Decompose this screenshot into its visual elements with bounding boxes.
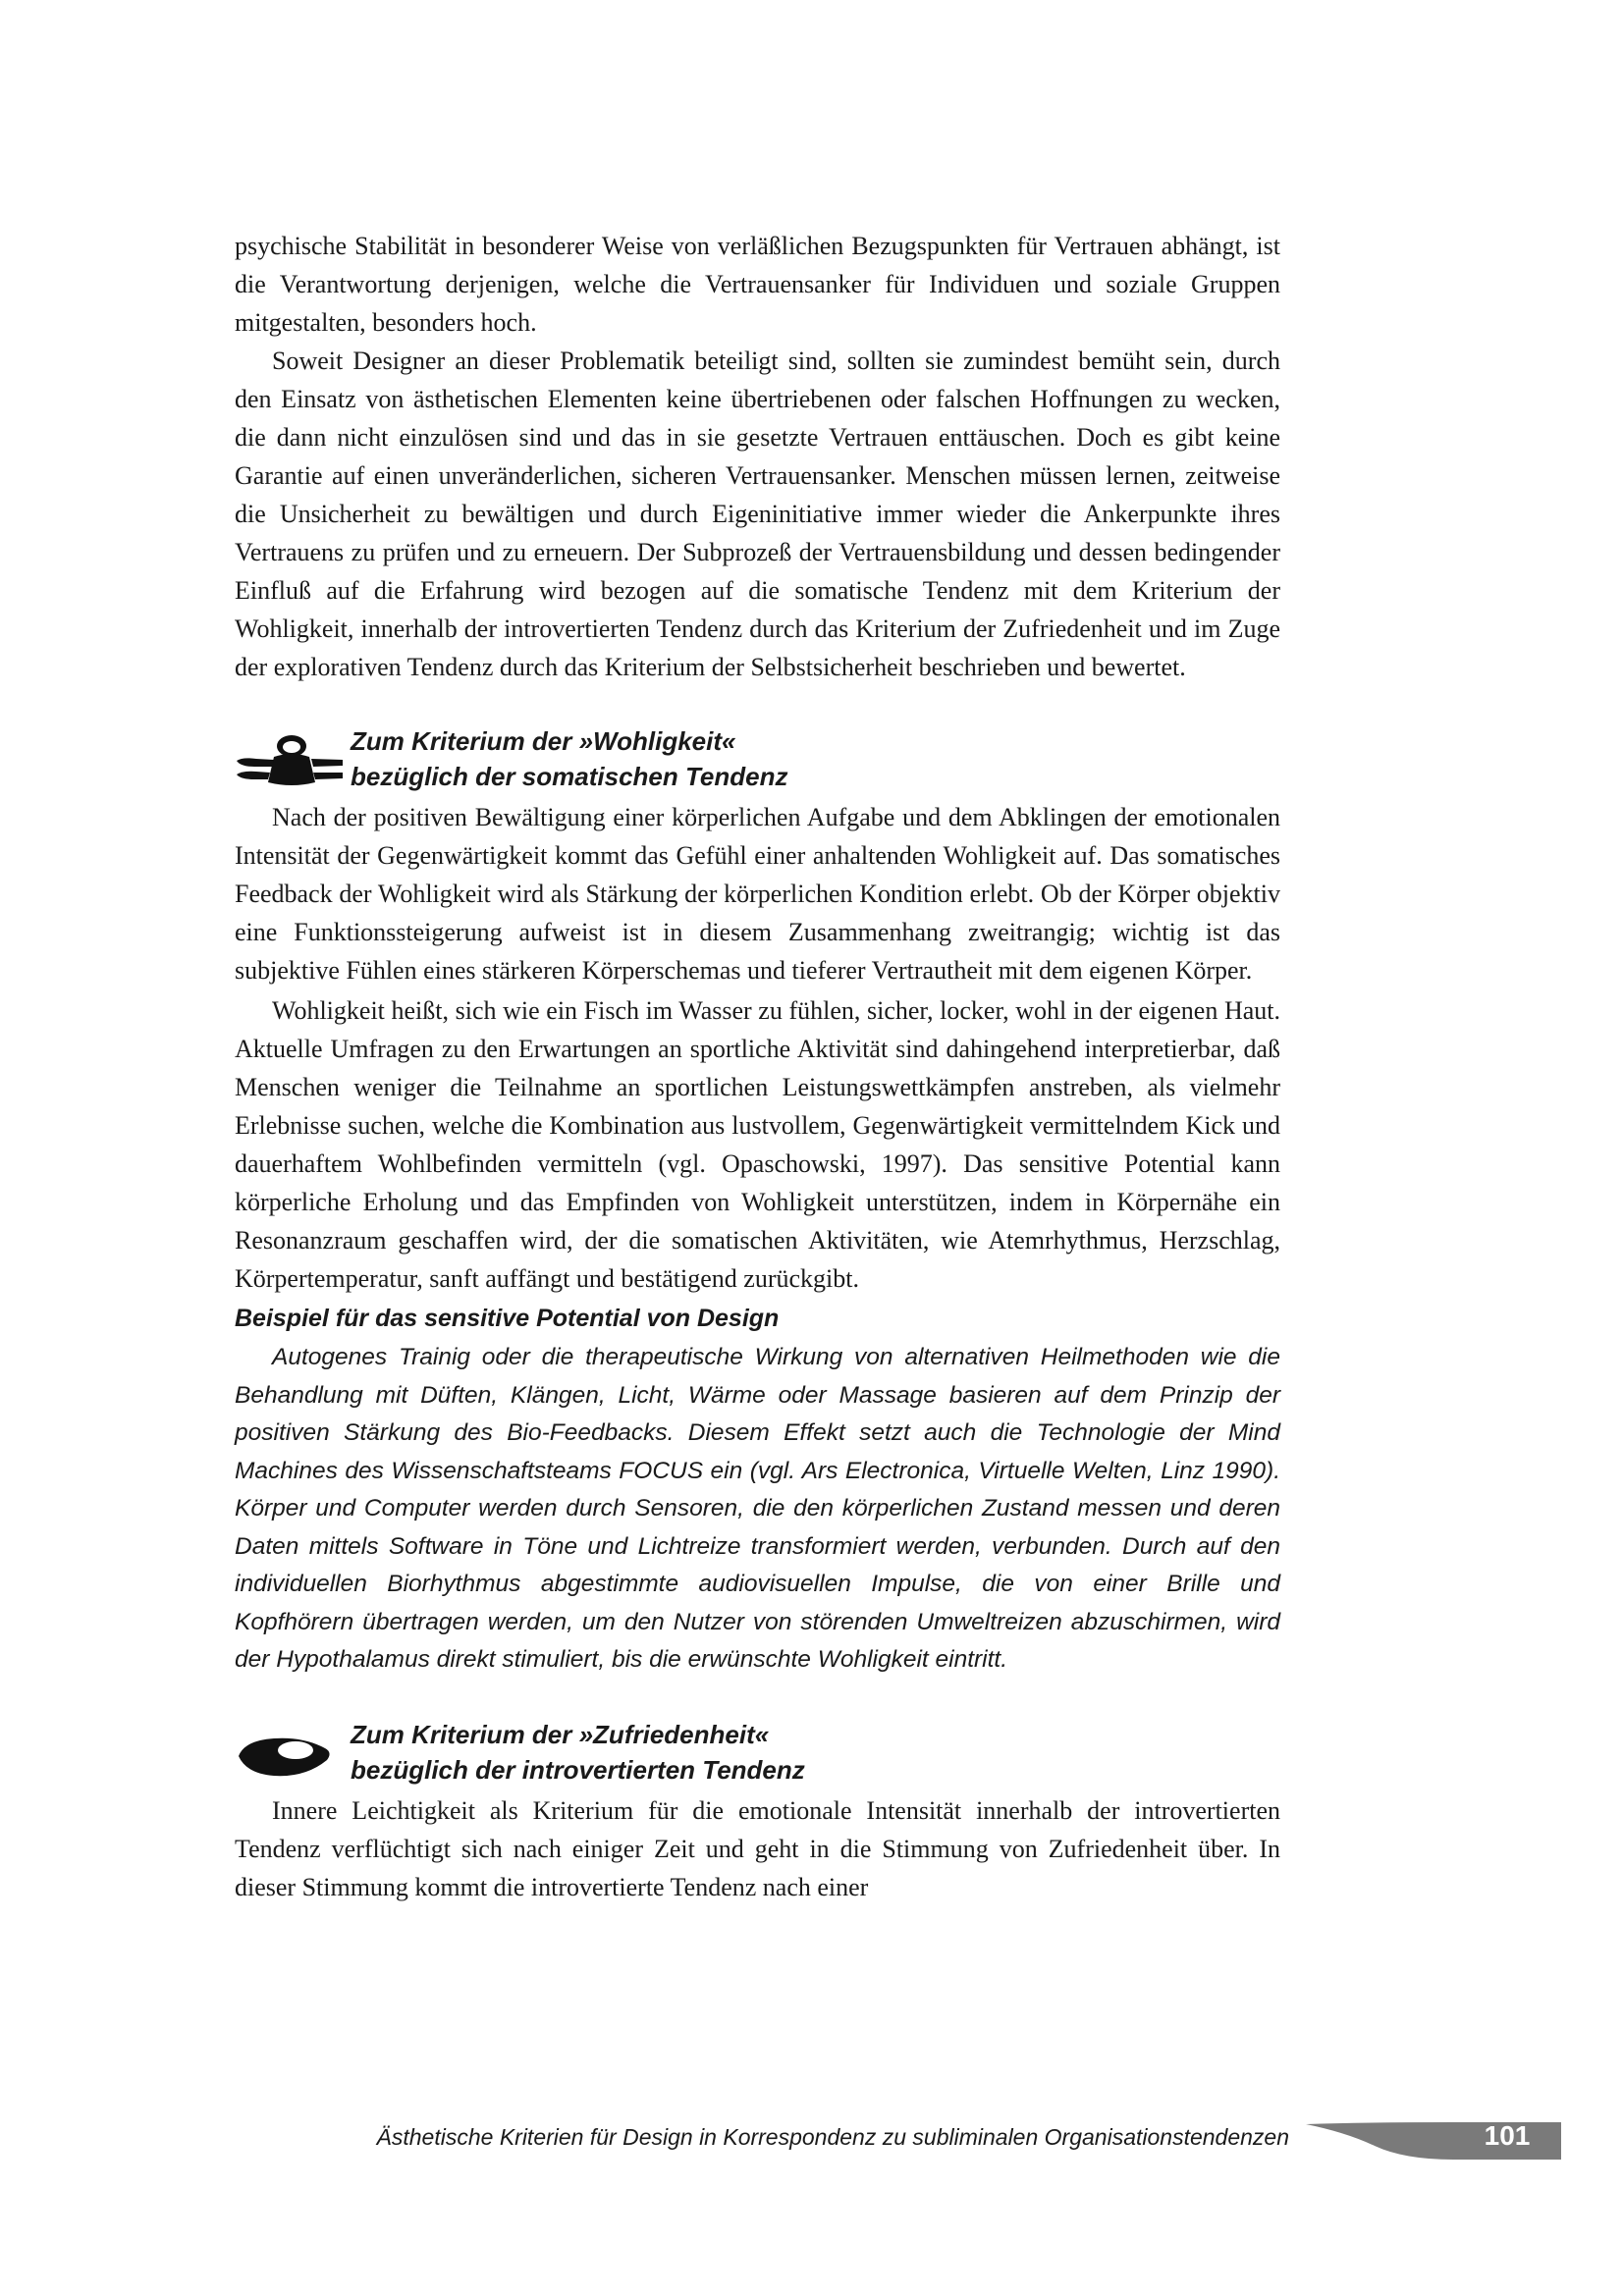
running-title: Ästhetische Kriterien für Design in Korrespondenz zu subliminalen Organisationstendenzen: [376, 2124, 1289, 2150]
section-heading-line2: bezüglich der somatischen Tendenz: [351, 762, 788, 791]
somatic-figure-icon: [235, 733, 345, 788]
page-content: [235, 227, 1280, 1906]
paragraph: Wohligkeit heißt, sich wie ein Fisch im Wasser zu fühlen, sicher, locker, wohl in der eigenen Haut. Aktuelle Umfragen zu den Erwartungen an sportliche Aktivität sind dahingehend interpretierbar, daß Menschen weniger die Teilnahme an sportlichen Leistungswettkämpfen anstreben, als vielmehr Erlebnisse suchen, welche die Kombination aus lustvollem, Gegenwärtigkeit vermittelndem Kick und dauerhaftem Wohlbefinden vermitteln (vgl. Opaschowski, 1997). Das sensitive Potential kann körperliche Erholung und das Empfinden von Wohligkeit unterstützen, indem in Körpernähe ein Resonanzraum geschaffen wird, der die somatischen Aktivitäten, wie Atemrhythmus, Herzschlag, Körpertemperatur, sanft auffängt und bestätigend zurückgibt.: [235, 996, 1280, 1293]
page-footer: [0, 2110, 1623, 2169]
section-heading-line1: Zum Kriterium der »Zufriedenheit«: [351, 1719, 770, 1749]
paragraph: Innere Leichtigkeit als Kriterium für die emotionale Intensität innerhalb der introvertierten Tendenz verflüchtigt sich nach einiger Zeit und geht in die Stimmung von Zufriedenheit über. In dieser Stimmung kommt die introvertierte Tendenz nach einer: [235, 1795, 1280, 1901]
section-heading-line1: Zum Kriterium der »Wohligkeit«: [351, 726, 736, 756]
example-text: Autogenes Trainig oder die therapeutische Wirkung von alternativen Heilmethoden wie die Behandlung mit Düften, Klängen, Licht, Wärme oder Massage basieren auf dem Prinzip der positiven Stärkung des Bio-Feedbacks. Diesem Effekt setzt auch die Technologie der Mind Machines des Wissenschaftsteams FOCUS ein (vgl. Ars Electronica, Virtuelle Welten, Linz 1990). Körper und Computer werden durch Sensoren, die den körperlichen Zustand messen und deren Daten mittels Software in Töne und Lichtreize transformiert werden, verbunden. Durch auf den individuellen Biorhythmus abgestimmte audiovisuellen Impulse, die von einer Brille und Kopfhörern übertragen werden, um den Nutzer von störenden Umweltreizen abzuschirmen, wird der Hypothalamus direkt stimuliert, bis die erwünschte Wohligkeit eintritt.: [235, 1344, 1280, 1673]
paragraph: Nach der positiven Bewältigung einer körperlichen Aufgabe und dem Abklingen der emotionalen Intensität der Gegenwärtigkeit kommt das Gefühl einer anhaltenden Wohligkeit auf. Das somatisches Feedback der Wohligkeit wird als Stärkung der körperlichen Kondition erlebt. Ob der Körper objektiv eine Funktionssteigerung aufweist ist in diesem Zusammenhang zweitrangig; wichtig ist das subjektive Fühlen eines stärkeren Körperschemas und tieferer Vertrautheit mit dem eigenen Körper.: [235, 803, 1280, 985]
paragraph: psychische Stabilität in besonderer Weise von verläßlichen Bezugspunkten für Vertrauen abhängt, ist die Verantwortung derjenigen, welche die Vertrauensanker für Individuen und soziale Gruppen mitgestalten, besonders hoch.: [235, 232, 1280, 337]
paragraph: Soweit Designer an dieser Problematik beteiligt sind, sollten sie zumindest bemüht sein, durch den Einsatz von ästhetischen Elementen keine übertriebenen oder falschen Hoffnungen zu wecken, die dann nicht einzulösen sind und das in sie gesetzte Vertrauen enttäuschen. Doch es gibt keine Garantie auf einen unveränderlichen, sicheren Vertrauensanker. Menschen müssen lernen, zeitweise die Unsicherheit zu bewältigen und durch Eigeninitiative immer wieder die Ankerpunkte ihres Vertrauens zu prüfen und zu erneuern. Der Subprozeß der Vertrauensbildung und dessen bedingender Einfluß auf die Erfahrung wird bezogen auf die somatische Tendenz mit dem Kriterium der Wohligkeit, innerhalb der introvertierten Tendenz durch das Kriterium der Zufriedenheit und im Zuge der explorativen Tendenz durch das Kriterium der Selbstsicherheit beschrieben und bewertet.: [235, 347, 1280, 681]
section-heading-zufriedenheit: [235, 1717, 1280, 1788]
example-title: Beispiel für das sensitive Potential von Design: [235, 1305, 780, 1332]
page-number: 101: [1484, 2120, 1531, 2151]
section-heading-line2: bezüglich der introvertierten Tendenz: [351, 1754, 805, 1785]
introverted-eye-icon: [235, 1727, 345, 1782]
section-heading-wohligkeit: [235, 723, 1280, 794]
